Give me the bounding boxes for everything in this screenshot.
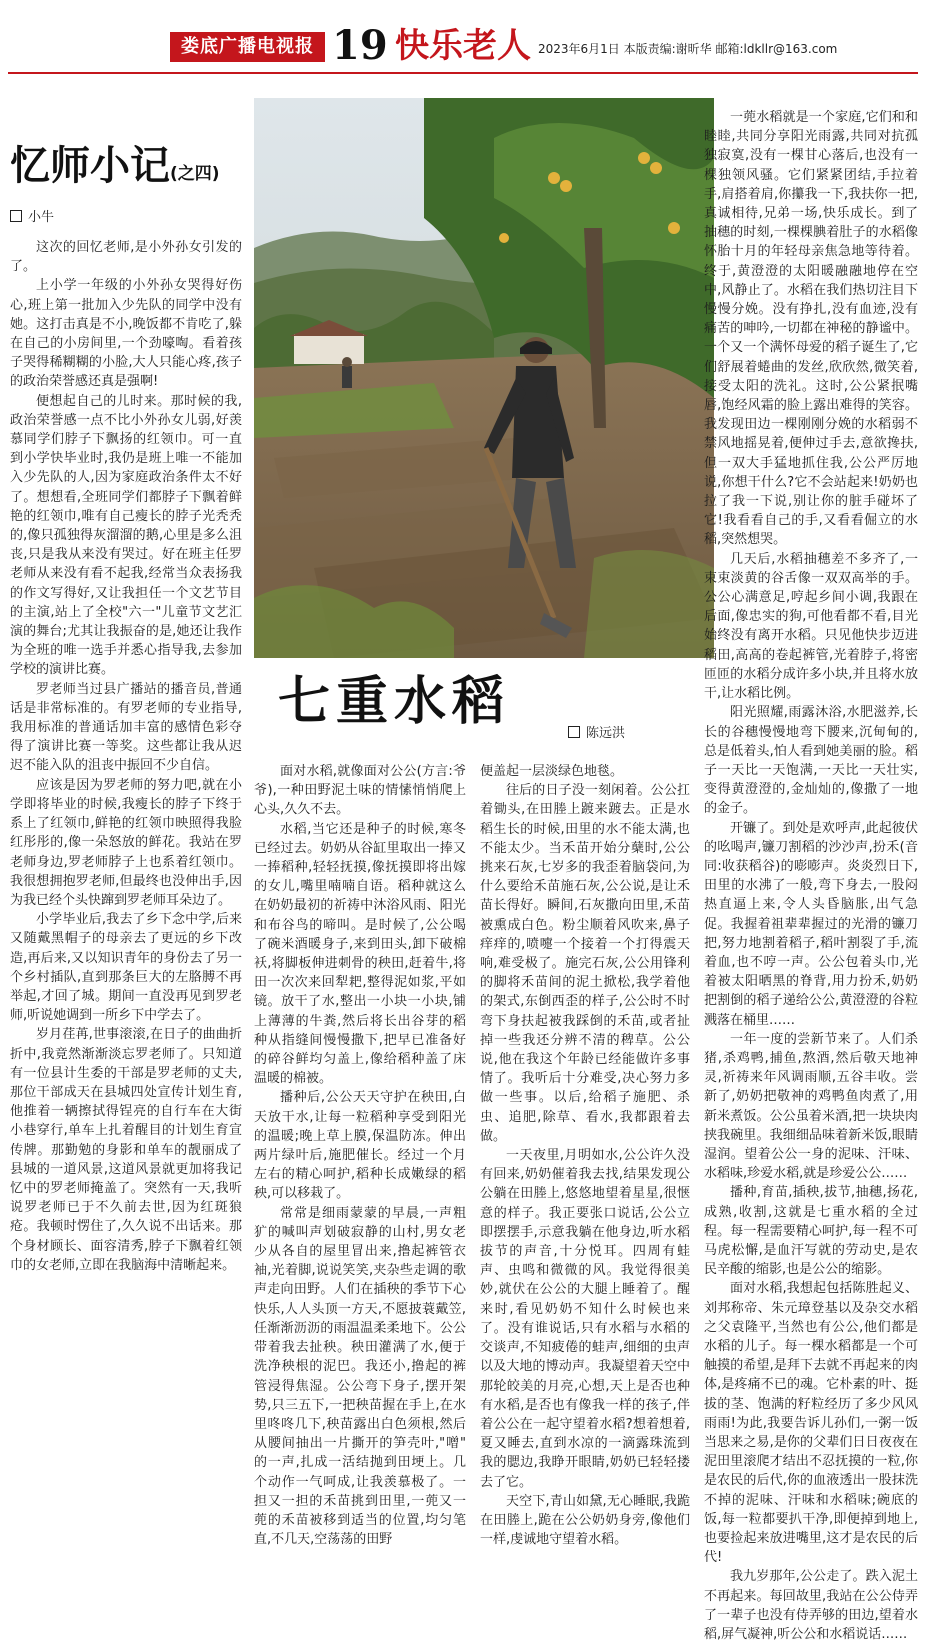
article1-body (10, 238, 242, 1378)
article2-column-1 (254, 762, 466, 1548)
newspaper-name: 娄底广播电视报 (170, 32, 325, 62)
article1-paragraph: 便想起自己的儿时来。那时候的我,政治荣誉感一点不比小外孙女儿弱,好羡慕同学们脖子下飘扬的红领巾。可一直到小学快毕业时,我仍是班上唯一不能加入少先队的人,因为家庭政治条件太不好了。想想看,全班同学们都脖子下飘着鲜艳的红领巾,唯有自己瘦长的脖子光秃秃的,像只孤独得灰溜溜的鹅,心里是多么沮丧,只是我从来没有哭过。好在班主任罗老师从来没有看不起我,经常当众表扬我的作文写得好,又让我担任一个文艺节目的主演,站上了全校"六一"儿童节文艺汇演的舞台;尤其让我振奋的是,她还让我作为全班的唯一选手并悉心指导我,去参加学校的演讲比赛。 (10, 393, 242, 678)
byline-box-icon (568, 726, 580, 738)
article2-byline (568, 722, 625, 741)
masthead (0, 0, 926, 70)
article2-paragraph: 便盖起一层淡绿色地毯。 (480, 764, 624, 779)
article1-byline (10, 206, 54, 225)
article2-paragraph: 面对水稻,我想起包括陈胜起义、刘邦称帝、朱元璋登基以及杂交水稻之父袁隆平,当然也有公公,他们都是水稻的儿子。每一棵水稻都是一个可触摸的希望,是拜下去就不再起来的肉体,是疼痛不已的魂。它朴素的叶、挺拔的茎、饱满的籽粒经历了多少风风雨雨!为此,我要告诉儿孙们,一粥一饭当思来之易,是你的父辈们日日夜夜在泥田里滚爬才结出不忍抚摸的一粒,你是农民的后代,你的血液透出一股抹洗不掉的泥味、汗味和水稻味;碗底的饭,每一粒都要扒干净,即便掉到地上,也要捡起来放进嘴里,这才是农民的后代! (704, 1281, 918, 1566)
article2-paragraph: 播种,育苗,插秧,拔节,抽穗,扬花,成熟,收割,这就是七重水稻的全过程。每一程需要精心呵护,每一程不可马虎松懈,是血汗写就的劳动史,是农民辛酸的缩影,也是公公的缩影。 (704, 1185, 918, 1278)
article2-paragraph: 一年一度的尝新节来了。人们杀猪,杀鸡鸭,捕鱼,熬酒,然后敬天地神灵,祈祷来年风调雨顺,五谷丰收。尝新了,奶奶把敬神的鸡鸭鱼肉煮了,用新米煮饭。公公虽着米酒,把一块块肉挟我碗里。我细细品味着新米饭,眼睛湿润。望着公公一身的泥味、汗味、水稻味,珍爱水稻,就是珍爱公公…… (704, 1031, 918, 1182)
farm-photo (254, 98, 714, 658)
article2-column-2 (480, 762, 690, 1548)
article1-paragraph: 小学毕业后,我去了乡下念中学,后来又随戴黑帽子的母亲去了更远的乡下改造,再后来,又以知识青年的身份去了另一个乡村插队,直到那条巨大的左胳膊不再举起,才回了城。期间一直没再见到罗老师,听说她调到一所乡下中学去了。 (10, 912, 242, 1024)
masthead-rule (8, 72, 918, 74)
article1-title (10, 142, 220, 198)
section-title: 快乐老人 (395, 26, 531, 66)
article1-title-suffix: (之四) (170, 164, 220, 184)
article2-paragraph: 我九岁那年,公公走了。跌入泥土不再起来。每回故里,我站在公公侍弄了一辈子也没有侍弄够的田边,望着水稻,屏气凝神,听公公和水稻说话…… (704, 1569, 918, 1643)
byline-box-icon (10, 210, 22, 222)
article2-paragraph: 几天后,水稻抽穗差不多齐了,一束束淡黄的谷舌像一双双高举的手。公公心满意足,哼起乡间小调,我跟在后面,像忠实的狗,可他看都不看,目光始终没有离开水稻。只见他快步迈进稻田,高高的卷起裤管,光着脖子,将密匝匝的水稻分成许多小块,并且将水放干,让水稻比例。 (704, 551, 918, 702)
article2-column-3 (704, 108, 918, 1643)
article1-title-text: 忆师小记 (10, 143, 170, 189)
article1-paragraph: 这次的回忆老师,是小外孙女引发的了。 (10, 240, 242, 275)
article2-title: 七重水稻 (278, 672, 511, 732)
article2-paragraph: 一蔸水稻就是一个家庭,它们和和睦睦,共同分享阳光雨露,共同对抗孤独寂寞,没有一棵甘心落后,也没有一棵独领风骚。它们紧紧团结,手拉着手,肩搭着肩,你攥我一下,我扶你一把,真诚相待,兄弟一场,快乐成长。到了抽穗的时刻,一棵棵腆着肚子的水稻像怀胎十月的年轻母亲焦急地等待着。终于,黄澄澄的太阳暖融融地停在空中,风静止了。水稻在我们热切注目下慢慢分娩。没有挣扎,没有血迹,没有痛苦的呻吟,一切都在神秘的静谧中。一个又一个满怀母爱的稻子诞生了,它们舒展着蜷曲的发丝,欣欣然,微笑着,接受太阳的洗礼。这时,公公紧抿嘴唇,饱经风霜的脸上露出难得的笑容。我发现田边一棵刚刚分娩的水稻弱不禁风地摇晃着,便伸过手去,意欲搀扶,但一双大手猛地抓住我,公公严厉地说,你想干什么?它不会站起来!奶奶也拉了我一下说,别让你的脏手碰坏了它!我看看自己的手,又看看倔立的水稻,突然想哭。 (704, 110, 918, 548)
article2-paragraph: 水稻,当它还是种子的时候,寒冬已经过去。奶奶从谷缸里取出一捧又一捧稻种,轻轻抚摸,像抚摸即将出嫁的女儿,嘴里喃喃自语。稻种就这么在奶奶最初的祈祷中沐浴风雨、阳光和布谷鸟的啼叫。是时候了,公公喝了碗米酒暖身子,来到田头,卸下破棉袄,将脚板伸进刺骨的秧田,赶着牛,将田一次次来回犁耙,整得泥如浆,平如镜。放干了水,整出一小块一小块,铺上薄薄的牛粪,然后将长出谷芽的稻种从指缝间慢慢撒下,把早已准备好的碎谷鲜均匀盖上,像给稻种盖了床温暖的棉被。 (254, 821, 466, 1087)
farm-photo-illustration (254, 98, 714, 658)
article1-paragraph: 应该是因为罗老师的努力吧,就在小学即将毕业的时候,我瘦长的脖子下终于系上了红领巾,鲜艳的红领巾映照得我脸红彤彤的,像一朵怒放的鲜花。我站在罗老师身边,罗老师脖子上也系着红领巾。我很想拥抱罗老师,但最终也没伸出手,因为我已经个头快蹿到罗老师耳朵边了。 (10, 777, 242, 908)
article2-paragraph: 天空下,青山如黛,无心睡眠,我跪在田塍上,跪在公公奶奶身旁,像他们一样,虔诚地守望着水稻。 (480, 1493, 690, 1548)
article1-paragraph: 岁月荏苒,世事滚滚,在日子的曲曲折折中,我竟然渐渐淡忘罗老师了。只知道有一位县计生委的干部是罗老师的丈夫,那位干部成天在县城四处宣传计划生育,他推着一辆擦拭得锃亮的自行车在大街小巷穿行,单车上扎着醒目的计划生育宣传牌。那勤勉的身影和单车的靓丽成了县城的一道风景,这道风景就更加将我记忆中的罗老师掩盖了。突然有一天,我听说罗老师已于不久前去世,因为红斑狼疮。我顿时愣住了,久久说不出话来。那个身材顾长、面容清秀,脖子下飘着红领巾的女老师,立即在我脑海中清晰起来。 (10, 1027, 242, 1273)
article2-paragraph: 阳光照耀,雨露沐浴,水肥滋养,长长的谷穗慢慢地弯下腰来,沉甸甸的,总是低着头,怕人看到她美丽的脸。稻子一天比一天饱满,一天比一天壮实,变得黄澄澄的,金灿灿的,像撒了一地的金子。 (704, 705, 918, 817)
issue-meta: 2023年6月1日 本版责编:谢昕华 邮箱:ldkllr@163.com (538, 42, 838, 56)
article2-paragraph: 播种后,公公天天守护在秧田,白天放干水,让每一粒稻种享受到阳光的温暖;晚上草上膜,保温防冻。伸出两片绿叶后,施肥催长。经过一个月左右的精心呵护,稻种长成嫩绿的稻秧,可以移栽了。 (254, 1090, 466, 1202)
article2-paragraph: 往后的日子没一刻闲着。公公扛着锄头,在田塍上踱来踱去。正是水稻生长的时候,田里的水不能太满,也不能太少。当禾苗开始分蘖时,公公挑来石灰,七岁多的我歪着脑袋问,为什么要给禾苗施石灰,公公说,是让禾苗长得好。瞬间,石灰撒向田里,禾苗被熏成白色。粉尘顺着风吹来,鼻子痒痒的,喷嚏一个接着一个打得震天响,难受极了。施完石灰,公公用锋利的脚将禾苗间的泥土掀松,我学着他的架式,东倒西歪的样子,公公时不时弯下身扶起被我踩倒的禾苗,或者扯掉一些我还分辨不清的稗草。公公说,他在我这个年龄已经能做许多事情了。我听后十分难受,决心努力多做一些事。以后,给稻子施肥、杀虫、追肥,除草、看水,我都跟着去做。 (480, 783, 690, 1144)
article2-paragraph: 面对水稻,就像面对公公(方言:爷爷),一种田野泥土味的情愫悄悄爬上心头,久久不去。 (254, 764, 466, 818)
article1-author: 小牛 (28, 210, 55, 225)
article2-paragraph: 常常是细雨蒙蒙的早晨,一声粗犷的喊叫声划破寂静的山村,男女老少从各自的屋里冒出来,撸起裤管衣袖,光着脚,说说笑笑,夹杂些走调的歌声走向田野。人们在插秧的季节下心快乐,人人头顶一方天,不愿披蓑戴笠,任渐渐沥沥的雨温温柔柔地下。公公带着我去扯秧。秧田灌满了水,便于洗净秧根的泥巴。我还小,撸起的裤管浸得焦湿。公公弯下身子,摆开架势,只三五下,一把秧苗握在手上,在水里咚咚几下,秧苗露出白色须根,然后从腰间抽出一片撕开的笋壳叶,"噌" 的一声,扎成一活结抛到田埂上。几个动作一气呵成,让我羡慕极了。一担又一担的禾苗挑到田里,一蔸又一蔸的禾苗被移到适当的位置,均匀笔直,不几天,空荡荡的田野 (254, 1205, 466, 1548)
article1-paragraph: 罗老师当过县广播站的播音员,普通话是非常标准的。有罗老师的专业指导,我用标准的普通话加丰富的感情色彩夺得了演讲比赛一等奖。这些都让我从迟迟不能入队的沮丧中振回不少自信。 (10, 681, 242, 774)
article2-author: 陈远洪 (586, 726, 626, 741)
page-number: 19 (332, 22, 388, 69)
article2-paragraph: 一天夜里,月明如水,公公许久没有回来,奶奶催着我去找,结果发现公公躺在田塍上,悠悠地望着星星,很惬意的样子。我正要张口说话,公公立即摆摆手,示意我躺在他身边,听水稻拔节的声音,十分悦耳。四周有蛙声、虫鸣和微微的风。我觉得很美妙,就伏在公公的大腿上睡着了。醒来时,看见奶奶不知什么时候也来了。没有谁说话,只有水稻与水稻的交谈声,不知疲倦的蛙声,细细的虫声以及大地的博动声。我凝望着天空中那轮皎美的月亮,心想,天上是否也种有水稻,是否也有像我一样的孩子,伴着公公在一起守望着水稻?想着想着,夏又睡去,直到水凉的一滴露珠流到我的腮边,我睁开眼睛,奶奶已轻轻搂去了它。 (480, 1148, 690, 1490)
article2-paragraph: 开镰了。到处是欢呼声,此起彼伏的吆喝声,镰刀割稻的沙沙声,扮禾(音同:收获稻谷)的嘭嘭声。炎炎烈日下,田里的水沸了一般,弯下身去,一股闷热直逼上来,令人头昏脑胀,出气急促。我握着祖辈辈握过的光滑的镰刀把,努力地割着稻子,稻叶割裂了手,流着血,也不哼一声。公公包着头巾,光着被太阳晒黑的脊背,用力扮禾,奶奶把割倒的稻子递给公公,黄澄澄的谷粒溅落在桶里…… (704, 820, 918, 1028)
article1-paragraph: 上小学一年级的小外孙女哭得好伤心,班上第一批加入少先队的同学中没有她。这打击真是不小,晚饭都不肯吃了,躲在自己的小房间里,一个劲嚎啕。看着孩子哭得稀糊糊的小脸,大人只能心疼,孩子的政治荣誉感还真是强啊! (10, 278, 242, 390)
